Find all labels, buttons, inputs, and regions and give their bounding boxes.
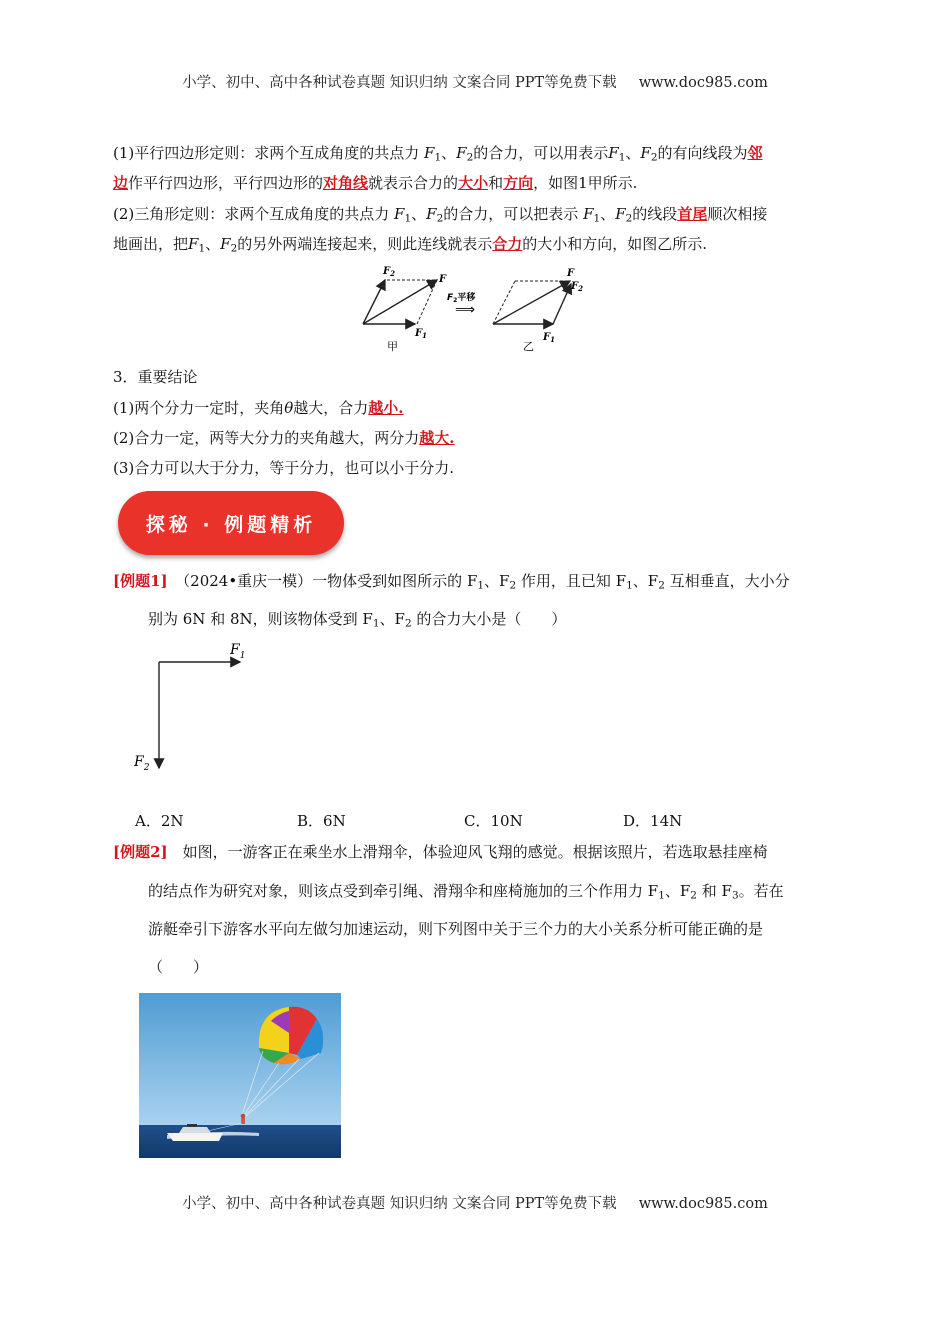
ex2-line4: （ ） bbox=[148, 958, 209, 976]
sub: 2 bbox=[230, 242, 238, 255]
keyword-larger: 越大. bbox=[419, 429, 455, 447]
page-footer bbox=[0, 1192, 950, 1213]
rule2-line1: (2)三角形定则：求两个互成角度的共点力 $F_1$、$F_2$的合力，可以把表示 $F_1$、$F_2$的线段首尾顺次相接 bbox=[113, 205, 768, 225]
ex2-text: 如图，一游客正在乘坐水上滑翔伞，体验迎风飞翔的感觉。根据该照片，若选取悬挂座椅 bbox=[182, 843, 768, 861]
jia-label: 甲 bbox=[387, 340, 398, 353]
keyword-adjacent-b: 边 bbox=[113, 174, 129, 192]
theta-symbol: θ bbox=[284, 399, 294, 417]
ex1-label-f1: $F_1$ bbox=[230, 642, 246, 661]
jia-label-f: F bbox=[439, 274, 447, 285]
ex1-text: 、F bbox=[484, 572, 510, 590]
sub: 2 bbox=[466, 151, 474, 164]
conclusion-3: (3)合力可以大于分力，等于分力，也可以小于分力. bbox=[113, 459, 455, 477]
yi-label: 乙 bbox=[523, 340, 534, 353]
section-banner: 探秘 · 例题精析 bbox=[118, 491, 344, 555]
sub: 1 bbox=[658, 889, 665, 902]
f-sym: F bbox=[394, 205, 405, 223]
c1-text-a: (1)两个分力一定时，夹角 bbox=[113, 399, 285, 417]
ex1-text: 、F bbox=[632, 572, 659, 590]
rule2-text-b: 的合力，可以把表示 bbox=[443, 205, 579, 223]
ex2-label: [例题2] bbox=[113, 843, 168, 861]
header-text: 小学、初中、高中各种试卷真题 知识归纳 文案合同 PPT等免费下载 bbox=[182, 75, 617, 91]
f-sym: F bbox=[640, 144, 651, 162]
conclusion-2 bbox=[113, 431, 454, 446]
yi-label-f: F bbox=[567, 268, 575, 279]
option-a[interactable]: A．2N bbox=[135, 812, 184, 830]
rule2-text-e: 地画出，把 bbox=[113, 235, 189, 253]
f-sym: F bbox=[188, 235, 199, 253]
f-sym: F bbox=[583, 205, 594, 223]
rule2-text-g: 的大小和方向，如图乙所示. bbox=[522, 235, 708, 253]
page-header bbox=[0, 71, 950, 92]
ex2-text: 、F bbox=[664, 882, 691, 900]
footer-site: www.doc985.com bbox=[638, 1196, 768, 1212]
figure1-diagram bbox=[355, 262, 595, 354]
rule2-line2: 地画出，把$F_1$、$F_2$的另外两端连接起来，则此连线就表示合力的大小和方向，如图乙所示. bbox=[113, 235, 708, 255]
tourist bbox=[241, 1114, 246, 1124]
keyword-resultant: 合力 bbox=[492, 235, 523, 253]
yi-f-arrow bbox=[493, 281, 570, 324]
ex2-line3: 游艇牵引下游客水平向左做匀加速运动，则下列图中关于三个力的大小关系分析可能正确的是 bbox=[148, 920, 764, 938]
ex1-line1: [例题1] （2024•重庆一模）一物体受到如图所示的 $F_1$、$F_2$ 作用，且已知 $F_1$、$F_2$ 互相垂直，大小分 bbox=[113, 572, 790, 592]
header-site: www.doc985.com bbox=[638, 75, 768, 91]
ex1-text: （2024•重庆一模）一物体受到如图所示的 F bbox=[182, 572, 478, 590]
yi-label-f1: $F_1$ bbox=[543, 332, 555, 344]
sub: 2 bbox=[690, 889, 697, 902]
jia-label-f1: $F_1$ bbox=[415, 328, 427, 340]
conclusion-title: 3．重要结论 bbox=[113, 368, 198, 386]
f-sym: F bbox=[615, 205, 626, 223]
ex2-text: 和 F bbox=[696, 882, 732, 900]
rule2-text-f: 的另外两端连接起来，则此连线就表示 bbox=[237, 235, 493, 253]
parasailing-photo bbox=[139, 993, 341, 1158]
sub: 1 bbox=[198, 242, 206, 255]
c1-text-b: 越大，合力 bbox=[293, 399, 369, 417]
conclusion-1 bbox=[113, 401, 404, 416]
sub: 1 bbox=[618, 151, 626, 164]
option-b[interactable]: B．6N bbox=[297, 812, 346, 830]
f-sym: F bbox=[608, 144, 619, 162]
sub: 2 bbox=[650, 151, 658, 164]
option-d[interactable]: D．14N bbox=[623, 812, 683, 830]
yi-f2-arrow bbox=[553, 284, 571, 324]
rule1-line1: (1)平行四边形定则：求两个互成角度的共点力 $F_1$、$F_2$的合力，可以用表示$F_1$、$F_2$的有向线段为邻 bbox=[113, 144, 763, 164]
jia-label-f2: $F_2$ bbox=[383, 266, 395, 278]
sub: 1 bbox=[404, 212, 412, 225]
f-sym: F bbox=[426, 205, 437, 223]
rule2-text-d: 顺次相接 bbox=[707, 205, 768, 223]
footer-text: 小学、初中、高中各种试卷真题 知识归纳 文案合同 PPT等免费下载 bbox=[182, 1196, 617, 1212]
ex1-text: 别为 6N 和 8N，则该物体受到 F bbox=[148, 610, 373, 628]
rule1-text-g: ，如图1甲所示. bbox=[533, 174, 638, 192]
keyword-head-to-tail: 首尾 bbox=[677, 205, 708, 223]
keyword-smaller: 越小. bbox=[368, 399, 404, 417]
sub: 3 bbox=[731, 889, 739, 902]
ex1-label: [例题1] bbox=[113, 572, 168, 590]
rule2-text-a: (2)三角形定则：求两个互成角度的共点力 bbox=[113, 205, 390, 223]
keyword-diagonal: 对角线 bbox=[323, 174, 369, 192]
f-sym: F bbox=[424, 144, 435, 162]
ex2-line1 bbox=[113, 845, 768, 860]
rule1-line2 bbox=[113, 176, 637, 191]
ex2-line2 bbox=[148, 882, 784, 902]
rule2-text-c: 的线段 bbox=[632, 205, 678, 223]
option-c[interactable]: C．10N bbox=[464, 812, 523, 830]
yi-label-f2: $F_2$ bbox=[571, 281, 583, 293]
sub: 1 bbox=[434, 151, 442, 164]
keyword-adjacent-a: 邻 bbox=[747, 144, 763, 162]
ex2-text: 。若在 bbox=[738, 882, 784, 900]
ex1-line2: 别为 6N 和 8N，则该物体受到 $F_1$、$F_2$ 的合力大小是（ ） bbox=[148, 610, 567, 630]
f-sym: F bbox=[456, 144, 467, 162]
keyword-direction: 方向 bbox=[503, 174, 534, 192]
c2-text-a: (2)合力一定，两等大分力的夹角越大，两分力 bbox=[113, 429, 420, 447]
shift-arrow: ⟹ bbox=[455, 302, 476, 318]
ex2-text: 的结点作为研究对象，则该点受到牵引绳、滑翔伞和座椅施加的三个作用力 F bbox=[148, 882, 659, 900]
rule1-text-b: 的合力，可以用表示 bbox=[473, 144, 609, 162]
ex1-label-f2: $F_2$ bbox=[134, 754, 150, 773]
rule1-text-f: 和 bbox=[488, 174, 504, 192]
f-sym: F bbox=[220, 235, 231, 253]
ex1-text: 互相垂直，大小分 bbox=[664, 572, 790, 590]
shift-label: $F_2$平移 bbox=[447, 293, 476, 304]
rule1-text-e: 就表示合力的 bbox=[368, 174, 459, 192]
ex1-force-diagram bbox=[130, 638, 260, 778]
rule1-text-a: (1)平行四边形定则：求两个互成角度的共点力 bbox=[113, 144, 420, 162]
ex1-text: 、F bbox=[379, 610, 405, 628]
rule1-text-d: 作平行四边形，平行四边形的 bbox=[128, 174, 324, 192]
sub: 2 bbox=[625, 212, 633, 225]
ex1-text: 作用，且已知 F bbox=[516, 572, 627, 590]
keyword-magnitude: 大小 bbox=[458, 174, 489, 192]
sea bbox=[139, 1125, 341, 1158]
ex1-text: 的合力大小是（ ） bbox=[411, 610, 567, 628]
sub: 2 bbox=[436, 212, 444, 225]
sub: 1 bbox=[593, 212, 601, 225]
rule1-text-c: 的有向线段为 bbox=[657, 144, 748, 162]
